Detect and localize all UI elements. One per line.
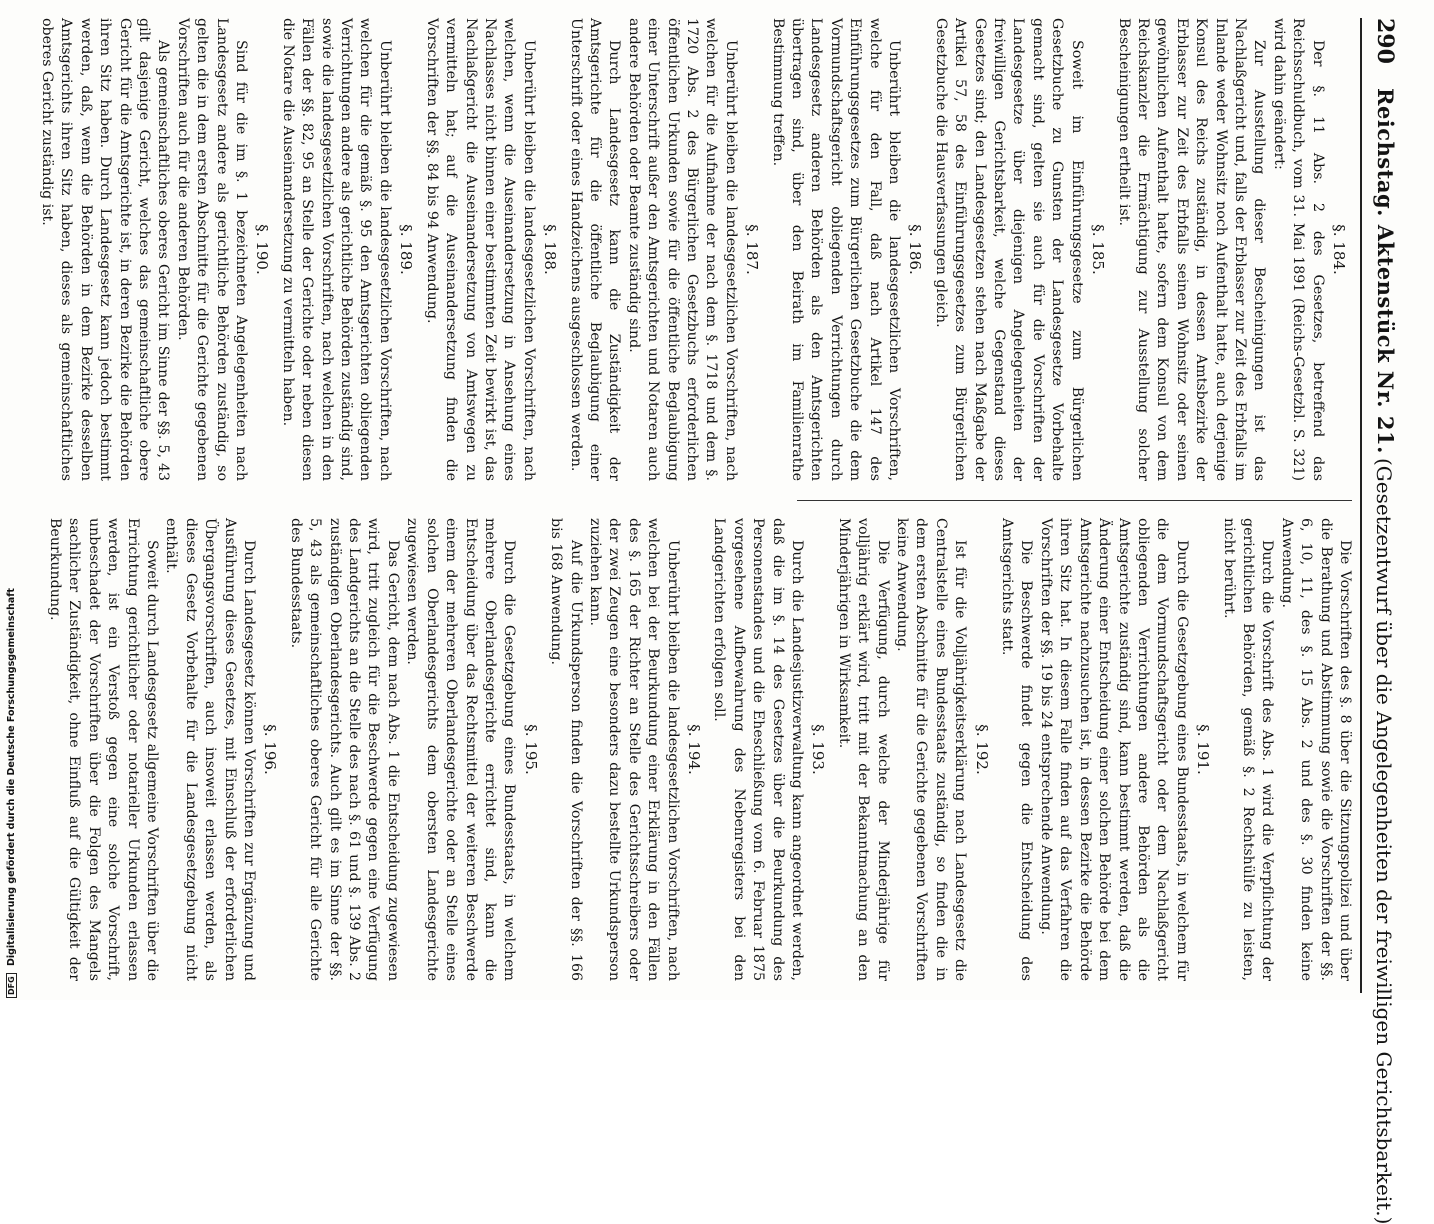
header-rule bbox=[1360, 18, 1362, 993]
page-title: Reichstag. Aktenstück Nr. 21. bbox=[1373, 88, 1398, 454]
paragraph: Unberührt bleiben die landesgesetzlichen Vorschriften, welche für den Fall, daß nach Artikel 147 des Einführungsgesetzes zum Bürgerlichen Gesetzbuche die dem Vormundschaftsgericht obliegenden Verrichtungen durch Landesgesetz anderen Behörden als den Amtsgerichten übertragen sind, über den Beirath im Familienrathe Bestimmung treffen. bbox=[769, 18, 903, 481]
section-heading: §. 192. bbox=[972, 724, 991, 775]
right-column bbox=[45, 518, 1354, 981]
paragraph: Durch die Vorschrift des Abs. 1 wird die Verpflichtung der gerichtlichen Behörden, gemäß §. 2 Rechtshülfe zu leisten, nicht berührt. bbox=[1220, 518, 1276, 981]
section-heading: §. 189. bbox=[397, 224, 416, 275]
section-heading: §. 185. bbox=[1089, 224, 1108, 275]
section-heading: §. 187. bbox=[743, 224, 762, 275]
paragraph: Das Gericht, dem nach Abs. 1 die Entscheidung zugewiesen wird, tritt zugleich für die Beschwerde gegen eine Verfügung des Landgerichts an die Stelle des nach §. 61 und §. 139 Abs. 2 zuständigen Oberlandesgerichts. Auch gilt es im Sinne der §§. 5, 43 als gemeinschaftliches oberes Gericht für alle Gerichte des Bundesstaats. bbox=[287, 518, 401, 981]
section-heading: §. 186. bbox=[906, 224, 925, 275]
paragraph: Soweit durch Landesgesetz allgemeine Vorschriften über die Errichtung gerichtlicher oder notarieller Urkunden erlassen werden, ist ein Verstoß gegen eine solche Vorschrift, unbeschadet der Vorschriften über die Folgen des Mangels sachlicher Zuständigkeit, ohne Einfluß auf die Gültigkeit der Beurkundung. bbox=[47, 518, 161, 981]
paragraph: Soweit im Einführungsgesetze zum Bürgerlichen Gesetzbuche zu Gunsten der Landesgesetze Vorbehalte gemacht sind, gelten sie auch für die Vorschriften der Landesgesetze über diejenigen Angelegenheiten der freiwilligen Gerichtsbarkeit, welche Gegenstand dieses Gesetzes sind; den Landesgesetzen stehen nach Maßgabe der Artikel 57, 58 des Einführungsgesetzes zum Bürgerlichen Gesetzbuche die Hausverfassungen gleich. bbox=[932, 18, 1085, 481]
paragraph: Die Beschwerde findet gegen die Entscheidung des Amtsgerichts statt. bbox=[999, 518, 1035, 981]
paragraph: Auf die Urkundsperson finden die Vorschriften der §§. 166 bis 168 Anwendung. bbox=[548, 518, 584, 981]
section-heading: §. 188. bbox=[541, 224, 560, 275]
left-column bbox=[37, 18, 1354, 481]
paragraph: Ist für die Volljährigkeitserklärung nach Landesgesetz die Centralstelle eines Bundesstaats zuständig, so finden die in dem ersten Abschnitte für die Gerichte gegebenen Vorschriften keine Anwendung. bbox=[894, 518, 969, 981]
paragraph: Die Vorschriften des §. 8 über die Sitzungspolizei und über die Berathung und Abstimmung sowie die Vorschriften der §§. 6, 10, 11, des §. 15 Abs. 2 und des §. 30 finden keine Anwendung. bbox=[1278, 518, 1353, 981]
rotated-page-content bbox=[22, 18, 1402, 1224]
page-number: 290 bbox=[1372, 18, 1398, 64]
paragraph: Der §. 11 Abs. 2 des Gesetzes, betreffend das Reichsschuldbuch, vom 31. Mai 1891 (Reichs-Gesetzbl. S. 321) wird dahin geändert: bbox=[1270, 18, 1326, 481]
paragraph: Unberührt bleiben die landesgesetzlichen Vorschriften, nach welchen bei der Beurkundung einer Erklärung in den Fällen des §. 165 der Richter an Stelle des Gerichtsschreibers oder der zwei Zeugen eine besonders dazu bestellte Urkundsperson zuziehen kann. bbox=[586, 518, 681, 981]
dfg-logo: DFG bbox=[6, 973, 17, 998]
paragraph: Unberührt bleiben die landesgesetzlichen Vorschriften, nach welchen, wenn die Auseinandersetzung in Ansehung eines Nachlasses nicht binnen einer bestimmten Zeit bewirkt ist, das Nachlaßgericht die Auseinandersetzung von Amtswegen zu vermitteln hat; auf die Auseinandersetzung finden die Vorschriften der §§. 84 bis 94 Anwendung. bbox=[423, 18, 537, 481]
digitization-credit bbox=[6, 588, 17, 998]
section-heading: §. 195. bbox=[521, 724, 540, 775]
section-heading: §. 191. bbox=[1194, 724, 1213, 775]
paragraph: Durch die Gesetzgebung eines Bundesstaats, in welchem für die dem Vormundschaftsgericht oder dem Nachlaßgericht obliegenden Verrichtungen andere Behörden als die Amtsgerichte zuständig sind, kann bestimmt werden, daß die Änderung einer Entscheidung einer solchen Behörde bei dem Amtsgerichte nachzusuchen ist, in dessen Bezirke die Behörde ihren Sitz hat. In diesem Falle finden auf das Verfahren die Vorschriften der §§. 19 bis 24 entsprechende Anwendung. bbox=[1037, 518, 1190, 981]
paragraph: Als gemeinschaftliches oberes Gericht im Sinne der §§. 5, 43 gilt dasjenige Gericht, welches das gemeinschaftliche obere Gericht für die Amtsgerichte ist, in deren Bezirke die Behörden ihren Sitz haben. Durch Landesgesetz kann jedoch bestimmt werden, daß, wenn die Behörden in dem Bezirke desselben Amtsgerichts ihren Sitz haben, dieses als gemeinschaftliches oberes Gericht zuständig ist. bbox=[39, 18, 172, 481]
paragraph: Die Verfügung, durch welche der Minderjährige für volljährig erklärt wird, tritt mit der Bekanntmachung an den Minderjährigen in Wirksamkeit. bbox=[835, 518, 891, 981]
credit-text: Digitalisierung gefördert durch die Deutsche Forschungsgemeinschaft bbox=[6, 588, 17, 967]
paragraph: Durch die Landesjustizverwaltung kann angeordnet werden, daß die im §. 14 des Gesetzes über die Beurkundung des Personenstandes und die Eheschließung vom 6. Februar 1875 vorgesehene Aufbewahrung des Nebenregisters bei den Landgerichten erfolgen soll. bbox=[711, 518, 806, 981]
paragraph: Unberührt bleiben die landesgesetzlichen Vorschriften, nach welchen für die gemäß §. 95 den Amtsgerichten obliegenden Verrichtungen andere als gerichtliche Behörden zuständig sind, sowie die landesgesetzlichen Vorschriften, nach welchen in den Fällen der §§. 82, 95 an Stelle der Gerichte oder neben diesen die Notare die Auseinandersetzung zu vermitteln haben. bbox=[279, 18, 393, 481]
section-heading: §. 184. bbox=[1330, 224, 1348, 275]
paragraph: Unberührt bleiben die landesgesetzlichen Vorschriften, nach welchen für die Aufnahme der nach dem §. 1718 und dem §. 1720 Abs. 2 des Bürgerlichen Gesetzbuchs erforderlichen öffentlichen Urkunden sowie für die öffentliche Beglaubigung einer Unterschrift außer den Amtsgerichten und Notaren auch andere Behörden oder Beamte zuständig sind. bbox=[625, 18, 739, 481]
paragraph: Durch Landesgesetz kann die Zuständigkeit der Amtsgerichte für die öffentliche Beglaubigung einer Unterschrift oder eines Handzeichens ausgeschlossen werden. bbox=[567, 18, 623, 481]
paragraph: Sind für die im §. 1 bezeichneten Angelegenheiten nach Landesgesetz andere als gerichtliche Behörden zuständig, so gelten die in dem ersten Abschnitte für die Gerichte gegebenen Vorschriften auch für die anderen Behörden. bbox=[174, 18, 250, 481]
section-heading: §. 196. bbox=[261, 724, 280, 775]
section-heading: §. 194. bbox=[685, 724, 703, 775]
paragraph: Durch Landesgesetz können Vorschriften zur Ergänzung und Ausführung dieses Gesetzes, mit Einschluß der erforderlichen Übergangsvorschriften, auch insoweit erlassen werden, als dieses Gesetz Vorbehalte für die Landesgesetzgebung nicht enthält. bbox=[163, 518, 258, 981]
paragraph: Zur Ausstellung dieser Bescheinigungen ist das Nachlaßgericht und, falls der Erblasser zur Zeit des Erbfalls im Inlande weder Wohnsitz noch Aufenthalt hatte, auch derjenige Konsul des Reichs zuständig, in dessen Amtsbezirke der Erblasser zur Zeit des Erbfalls seinen Wohnsitz oder seinen gewöhnlichen Aufenthalt hatte, sofern dem Konsul von dem Reichskanzler die Ermächtigung zur Ausstellung solcher Bescheinigungen ertheilt ist. bbox=[1115, 18, 1268, 481]
page-header bbox=[1362, 18, 1402, 1224]
section-heading: §. 193. bbox=[809, 724, 828, 775]
paragraph: Durch die Gesetzgebung eines Bundesstaats, in welchem mehrere Oberlandesgerichte errichtet sind, kann die Entscheidung über das Rechtsmittel der weiteren Beschwerde einem der mehreren Oberlandesgerichte oder an Stelle eines solchen Oberlandesgerichts dem obersten Landesgerichte zugewiesen werden. bbox=[404, 518, 518, 981]
column-divider bbox=[797, 500, 1352, 501]
running-head: (Gesetzentwurf über die Angelegenheiten der freiwilligen Gerichtsbarkeit.) bbox=[1372, 458, 1396, 1224]
section-heading: §. 190. bbox=[253, 224, 272, 275]
